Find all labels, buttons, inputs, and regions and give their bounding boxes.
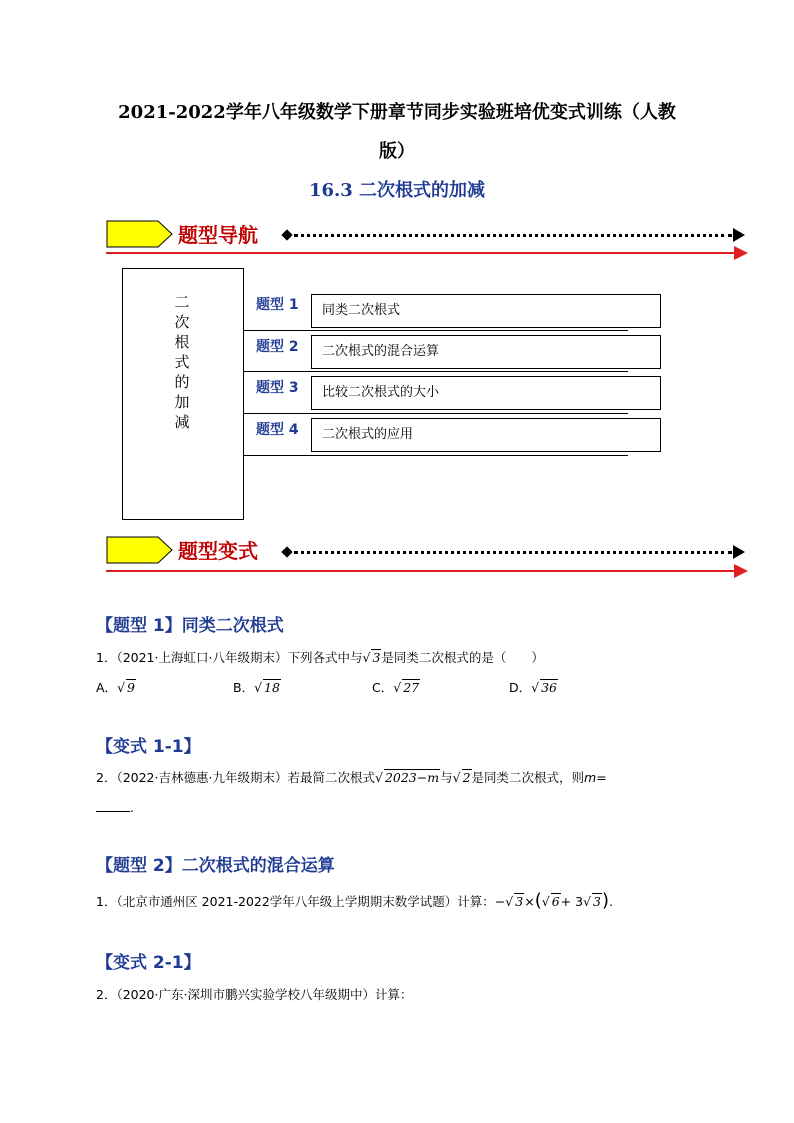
type-box-3[interactable]: 比较二次根式的大小 bbox=[311, 376, 661, 410]
type-box-2[interactable]: 二次根式的混合运算 bbox=[311, 335, 661, 369]
minus-sign: − bbox=[494, 894, 506, 909]
document-title-line-1: 2021-2022学年八年级数学下册章节同步实验班培优变式训练（人教 bbox=[118, 102, 676, 123]
type-divider bbox=[243, 330, 628, 331]
equals-sign: = bbox=[596, 770, 607, 785]
topic-char: 的 bbox=[174, 373, 190, 391]
type-box-1[interactable]: 同类二次根式 bbox=[311, 294, 661, 328]
question-text: 是同类二次根式的是（ ） bbox=[381, 650, 544, 665]
sqrt-sign: √ bbox=[254, 680, 263, 695]
topic-vertical-text bbox=[167, 292, 197, 432]
section-heading-type-2: 【题型 2】二次根式的混合运算 bbox=[96, 856, 335, 876]
option-c[interactable] bbox=[372, 678, 420, 696]
sqrt-sign: √ bbox=[541, 894, 550, 909]
red-arrow-icon bbox=[734, 564, 748, 578]
question-text: 2．（2022·吉林德惠·九年级期末）若最简二次根式 bbox=[96, 770, 375, 785]
type-box-4[interactable]: 二次根式的应用 bbox=[311, 418, 661, 452]
diamond-icon bbox=[281, 546, 292, 557]
radicand: 3 bbox=[593, 894, 601, 909]
red-arrow-icon bbox=[734, 246, 748, 260]
topic-char: 次 bbox=[174, 313, 190, 331]
plus-term: + 3 bbox=[560, 894, 584, 909]
radicand: 9 bbox=[127, 680, 135, 695]
sqrt-sign: √ bbox=[583, 894, 592, 909]
document-title-line-2: 版） bbox=[379, 141, 415, 162]
red-rule bbox=[106, 252, 736, 254]
option-label: B． bbox=[233, 680, 255, 695]
option-a[interactable] bbox=[96, 678, 136, 696]
topic-char: 二 bbox=[174, 293, 190, 311]
banner-label-variants: 题型变式 bbox=[178, 539, 258, 563]
times-sign: × bbox=[524, 894, 535, 909]
diamond-icon bbox=[281, 229, 292, 240]
question-text: . bbox=[130, 800, 134, 815]
sqrt-sign: √ bbox=[393, 680, 402, 695]
period: . bbox=[609, 894, 613, 909]
section-heading-type-1: 【题型 1】同类二次根式 bbox=[96, 616, 284, 636]
sqrt-sign: √ bbox=[505, 894, 514, 909]
type-divider bbox=[243, 371, 628, 372]
banner-arrow-icon bbox=[106, 536, 174, 564]
question-4: 2．（2020·广东·深圳市鹏兴实验学校八年级期中）计算： bbox=[96, 987, 413, 1002]
banner-label-navigation: 题型导航 bbox=[178, 223, 258, 247]
option-label: C． bbox=[372, 680, 394, 695]
sqrt-sign: √ bbox=[117, 680, 126, 695]
type-divider bbox=[243, 455, 628, 456]
topic-char: 加 bbox=[174, 393, 190, 411]
option-b[interactable] bbox=[233, 678, 281, 696]
radicand: 3 bbox=[515, 894, 524, 909]
option-d[interactable] bbox=[509, 678, 558, 696]
topic-char: 根 bbox=[174, 333, 190, 351]
answer-blank-line[interactable] bbox=[96, 800, 134, 815]
dotted-leader bbox=[294, 234, 732, 237]
banner-arrow-icon bbox=[106, 220, 174, 248]
question-2 bbox=[96, 768, 607, 786]
question-3 bbox=[96, 890, 613, 911]
red-rule bbox=[106, 570, 736, 572]
option-label: D． bbox=[509, 680, 532, 695]
sqrt-sign: √ bbox=[362, 650, 371, 665]
question-text: 与 bbox=[440, 770, 453, 785]
type-label-1: 题型 1 bbox=[256, 297, 299, 313]
question-text: 1．（2021·上海虹口·八年级期末）下列各式中与 bbox=[96, 650, 363, 665]
type-label-3: 题型 3 bbox=[256, 380, 299, 396]
arrow-right-icon bbox=[733, 545, 745, 559]
type-divider bbox=[243, 413, 628, 414]
section-heading-variant-1-1: 【变式 1-1】 bbox=[96, 737, 201, 757]
topic-char: 式 bbox=[174, 353, 190, 371]
type-label-2: 题型 2 bbox=[256, 339, 299, 355]
radicand: 36 bbox=[541, 680, 558, 695]
sqrt-sign: √ bbox=[531, 680, 540, 695]
radicand: 6 bbox=[551, 894, 560, 909]
radicand: 2 bbox=[462, 770, 471, 785]
arrow-right-icon bbox=[733, 228, 745, 242]
option-label: A． bbox=[96, 680, 118, 695]
variable-m: m bbox=[584, 770, 597, 785]
sqrt-sign: √ bbox=[374, 770, 383, 785]
section-heading-variant-2-1: 【变式 2-1】 bbox=[96, 953, 201, 973]
left-paren: ( bbox=[534, 890, 542, 911]
question-1 bbox=[96, 648, 544, 666]
dotted-leader bbox=[294, 551, 732, 554]
radicand: 18 bbox=[264, 680, 280, 695]
section-subtitle: 16.3 二次根式的加减 bbox=[308, 180, 486, 201]
topic-char: 减 bbox=[174, 413, 190, 431]
radicand: 27 bbox=[403, 680, 420, 695]
radicand: 2023−m bbox=[384, 770, 440, 785]
type-label-4: 题型 4 bbox=[256, 422, 299, 438]
sqrt-sign: √ bbox=[452, 770, 461, 785]
right-paren: ) bbox=[601, 890, 610, 911]
question-text: 是同类二次根式，则 bbox=[471, 770, 585, 785]
answer-blank[interactable] bbox=[96, 811, 130, 812]
radicand: 3 bbox=[372, 650, 381, 665]
question-text: 1．（北京市通州区 2021-2022学年八年级上学期期末数学试题）计算： bbox=[96, 894, 495, 909]
